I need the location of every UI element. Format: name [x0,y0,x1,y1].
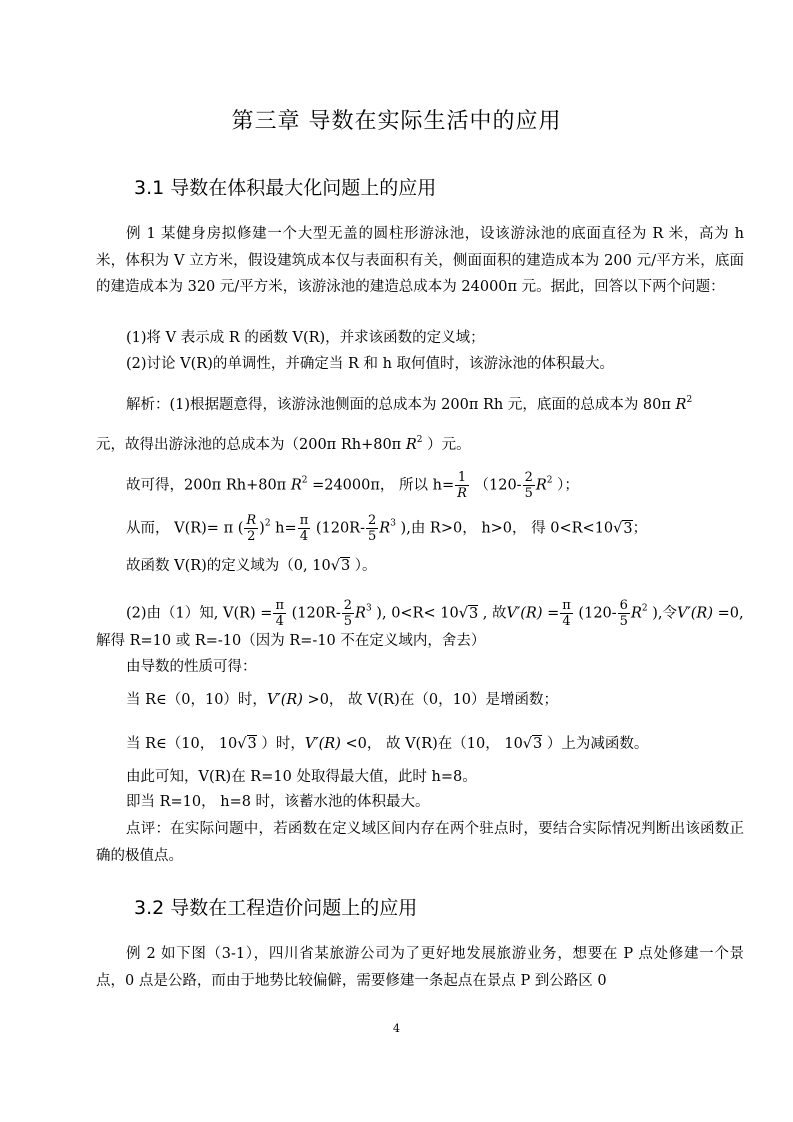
formula-text: 故函数 V(R)的定义域为（0, 10 [126,558,331,574]
math-var: R [535,477,547,494]
fraction-denominator: 5 [524,486,533,501]
sqrt-radicand: 3 [623,520,633,537]
math-derivative: V′(R) [304,736,341,752]
fraction-denominator: 5 [619,614,628,629]
math-exp: 3 [365,603,372,614]
sqrt-radicand: 3 [340,558,351,574]
domain-line [126,556,377,576]
decreasing-line [126,734,648,754]
formula-text: ),由 R>0， h>0， 得 0<R<10 [395,520,614,537]
analysis-text: ）元。 [422,437,471,453]
fraction-denominator: 4 [562,614,571,629]
fraction [273,598,286,629]
formula-h-line [126,470,579,501]
formula-text: ； [632,520,648,537]
fraction-numerator: 2 [524,470,533,485]
fraction-numerator: 2 [368,513,377,528]
sqrt-radicand: 3 [247,736,257,752]
fraction-numerator: 1 [455,470,469,486]
fraction-denominator: 4 [275,614,284,629]
property-line: 由导数的性质可得： [126,659,257,675]
fraction-numerator: 6 [619,598,628,613]
fraction-numerator: π [275,598,284,613]
analysis-text: 解析：(1)根据题意得，该游泳池侧面的总成本为 200π Rh 元，底面的总成本为 80π [126,397,676,413]
formula-text: ）； [552,477,579,494]
example-2-paragraph: 例 2 如下图（3-1），四川省某旅游公司为了更好地发展旅游业务，想要在 P 点处修建一个景点，0 点是公路，而由于地势比较偏僻，需要修建一条起点在景点 P 到公路区 0 [96,946,744,989]
fraction-denominator: 5 [343,614,353,629]
fraction-numerator: 2 [343,598,353,613]
question-2: (2)讨论 V(R)的单调性，并确定当 R 和 h 取何值时，该游泳池的体积最大。 [126,356,615,372]
solve-line: 解得 R=10 或 R=-10（因为 R=-10 不在定义域内，舍去） [96,633,486,649]
analysis-line-1 [126,390,692,415]
fraction-denominator: 5 [368,529,377,544]
formula-text: <0， 故 V(R)在（10， 10 [340,736,523,752]
formula-text: 故可得，200π Rh+80π [126,477,291,494]
formula-text: ）。 [350,558,377,574]
formula-text: =24000π， 所以 h= [307,477,455,494]
formula-v-line [126,513,647,544]
section-title-3-1: 3.1 导数在体积最大化问题上的应用 [134,177,437,199]
analysis-line-2 [96,430,471,455]
increasing-line [126,690,558,710]
fraction-numerator: π [299,513,309,528]
math-exp: 2 [416,435,423,445]
fraction [298,513,311,544]
fraction-denominator: 4 [299,529,309,544]
formula-text: （120- [469,477,522,494]
math-exp: 2 [546,475,553,486]
fraction [618,598,630,629]
formula-text: , 故 [478,605,507,622]
math-var: R [405,437,417,453]
math-exp: 2 [301,475,308,486]
fraction [244,513,258,544]
conclusion-2: 即当 R=10， h=8 时，该蓄水池的体积最大。 [126,794,430,810]
comment-paragraph: 点评：在实际问题中，若函数在定义域区间内存在两个驻点时，要结合实际情况判断出该函数正确的极值点。 [96,821,744,864]
formula-text: 当 R∈（10， 10 [126,736,238,752]
math-exp: 2 [264,518,271,529]
math-derivative: V′(R) [506,605,543,622]
sqrt-sign: √ [613,520,623,537]
formula-text: 当 R∈（0，10）时， [126,692,267,708]
formula-text: ),令 [647,605,677,622]
math-exp: 2 [641,603,648,614]
formula-text: ) [259,520,265,537]
math-derivative: V′(R) [677,605,713,622]
analysis-text: 元，故得出游泳池的总成本为（200π Rh+80π [96,437,406,453]
math-var: R [675,397,687,413]
formula-text: ), 0<R< 10 [371,605,459,622]
math-var: R [355,605,366,622]
math-var: R [290,477,302,494]
fraction-numerator: R [246,513,257,528]
sqrt-radicand: 3 [533,736,543,752]
fraction [560,598,573,629]
part-2-line [126,598,744,629]
fraction [455,470,469,501]
sqrt-sign: √ [237,736,247,752]
formula-text: (120R- [311,520,365,537]
fraction-denominator: 2 [247,529,256,544]
sqrt-radicand: 3 [468,605,479,622]
formula-text: (120R- [287,605,341,622]
sqrt-sign: √ [330,558,340,574]
formula-text: ）上为减函数。 [542,736,649,752]
formula-text: (2)由（1）知, V(R) = [126,605,273,622]
fraction [342,598,354,629]
formula-text: =0, [713,605,744,622]
chapter-title: 第三章 导数在实际生活中的应用 [231,109,562,134]
section-title-3-2: 3.2 导数在工程造价问题上的应用 [134,897,418,919]
math-var: R [379,520,391,537]
formula-text: ）时， [256,736,305,752]
example-1-paragraph: 例 1 某健身房拟修建一个大型无盖的圆柱形游泳池，设该游泳池的底面直径为 R 米，高为 h 米，体积为 V 立方米，假设建筑成本仅与表面积有关，侧面面积的建造成本为 200 元/平方米，底面的建造成本为 320 元/平方米，该游泳池的建造总成本为 24000π 元。据此，回答以下两个问题： [96,226,744,295]
question-1: (1)将 V 表示成 R 的函数 V(R)，并求该函数的定义域； [126,330,485,346]
sqrt-sign: √ [458,605,468,622]
math-var: R [630,605,642,622]
math-derivative: V′(R) [266,692,303,708]
math-exp: 2 [686,395,693,405]
fraction-denominator: R [457,486,467,501]
fraction [366,513,378,544]
math-exp: 3 [390,518,396,529]
formula-text: (120- [573,605,617,622]
page-number: 4 [393,1022,400,1035]
conclusion-1: 由此可知，V(R)在 R=10 处取得最大值，此时 h=8。 [126,769,477,785]
fraction [523,470,535,501]
sqrt-sign: √ [522,736,533,752]
formula-text: = [542,605,560,622]
formula-text: 从而， V(R)= π ( [126,520,244,537]
formula-text: >0， 故 V(R)在（0，10）是增函数； [302,692,559,708]
formula-text: h= [270,520,297,537]
fraction-numerator: π [562,598,571,613]
